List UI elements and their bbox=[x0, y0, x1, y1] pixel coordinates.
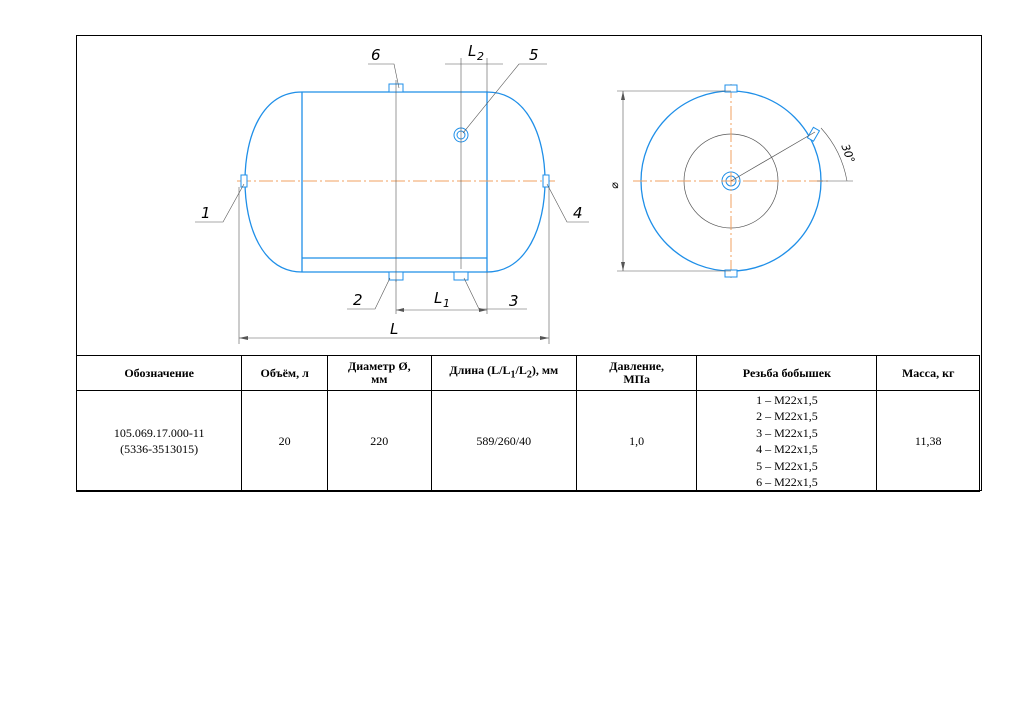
table-row bbox=[77, 391, 980, 492]
side-view bbox=[195, 42, 589, 344]
callout-6: 6 bbox=[371, 46, 381, 64]
cell-mass: 11,38 bbox=[877, 391, 980, 492]
drawing-sheet bbox=[76, 35, 982, 491]
header-length-prefix: Длина (L/L bbox=[449, 363, 511, 378]
thread-5: 5 – М22х1,5 bbox=[756, 458, 818, 473]
header-diameter bbox=[328, 356, 432, 391]
header-thread: Резьба бобышек bbox=[697, 356, 877, 391]
end-view bbox=[608, 84, 857, 278]
designation-line1: 105.069.17.000-11 bbox=[113, 425, 205, 440]
callout-1: 1 bbox=[201, 204, 211, 222]
dim-L-label: L bbox=[390, 320, 399, 338]
header-length-sub2: 2 bbox=[526, 369, 532, 381]
callout-5: 5 bbox=[529, 46, 539, 64]
header-length-sub1: 1 bbox=[510, 369, 516, 381]
end-boss-angled bbox=[807, 127, 819, 141]
header-designation: Обозначение bbox=[77, 356, 242, 391]
boss-3 bbox=[454, 272, 468, 280]
dim-L2-sub: 2 bbox=[477, 50, 484, 63]
dim-L1-sub: 1 bbox=[443, 297, 450, 310]
header-mass: Масса, кг bbox=[877, 356, 980, 391]
header-diameter-line1: Диаметр Ø, bbox=[347, 359, 411, 373]
thread-4: 4 – М22х1,5 bbox=[756, 442, 818, 456]
header-volume: Объём, л bbox=[242, 356, 328, 391]
boss-1 bbox=[241, 175, 247, 187]
receiver-drawing-svg bbox=[77, 36, 983, 356]
header-pressure-line1: Давление, bbox=[609, 359, 665, 373]
dim-L2-label: L bbox=[468, 42, 477, 60]
cell-designation bbox=[77, 391, 242, 492]
table-header-row bbox=[77, 356, 980, 391]
callout-2: 2 bbox=[353, 291, 363, 309]
thread-1: 1 – М22х1,5 bbox=[756, 392, 818, 407]
header-pressure bbox=[576, 356, 697, 391]
callout-4: 4 bbox=[573, 204, 583, 222]
cell-pressure: 1,0 bbox=[576, 391, 697, 492]
thread-3: 3 – М22х1,5 bbox=[756, 425, 818, 440]
technical-drawing bbox=[77, 36, 983, 356]
dim-L1-label: L bbox=[434, 289, 443, 307]
header-pressure-line2: МПа bbox=[623, 372, 650, 386]
thread-6: 6 – М22х1,5 bbox=[756, 475, 818, 489]
boss-4 bbox=[543, 175, 549, 187]
callout-3: 3 bbox=[509, 292, 519, 310]
header-length-suffix: ), мм bbox=[531, 363, 559, 378]
spec-table bbox=[76, 355, 980, 492]
dim-diameter-label: ⌀ bbox=[608, 182, 621, 189]
tank-body-outline bbox=[245, 92, 545, 272]
cell-diameter: 220 bbox=[328, 391, 432, 492]
cell-length: 589/260/40 bbox=[431, 391, 576, 492]
header-diameter-line2: мм bbox=[371, 372, 388, 386]
thread-2: 2 – М22х1,5 bbox=[756, 409, 818, 423]
dim-angle-label: 30° bbox=[838, 142, 858, 166]
header-length bbox=[431, 356, 576, 391]
cell-threads bbox=[697, 391, 877, 492]
cell-volume: 20 bbox=[242, 391, 328, 492]
header-length-mid: /L bbox=[515, 363, 527, 378]
designation-line2: (5336-3513015) bbox=[120, 442, 199, 456]
